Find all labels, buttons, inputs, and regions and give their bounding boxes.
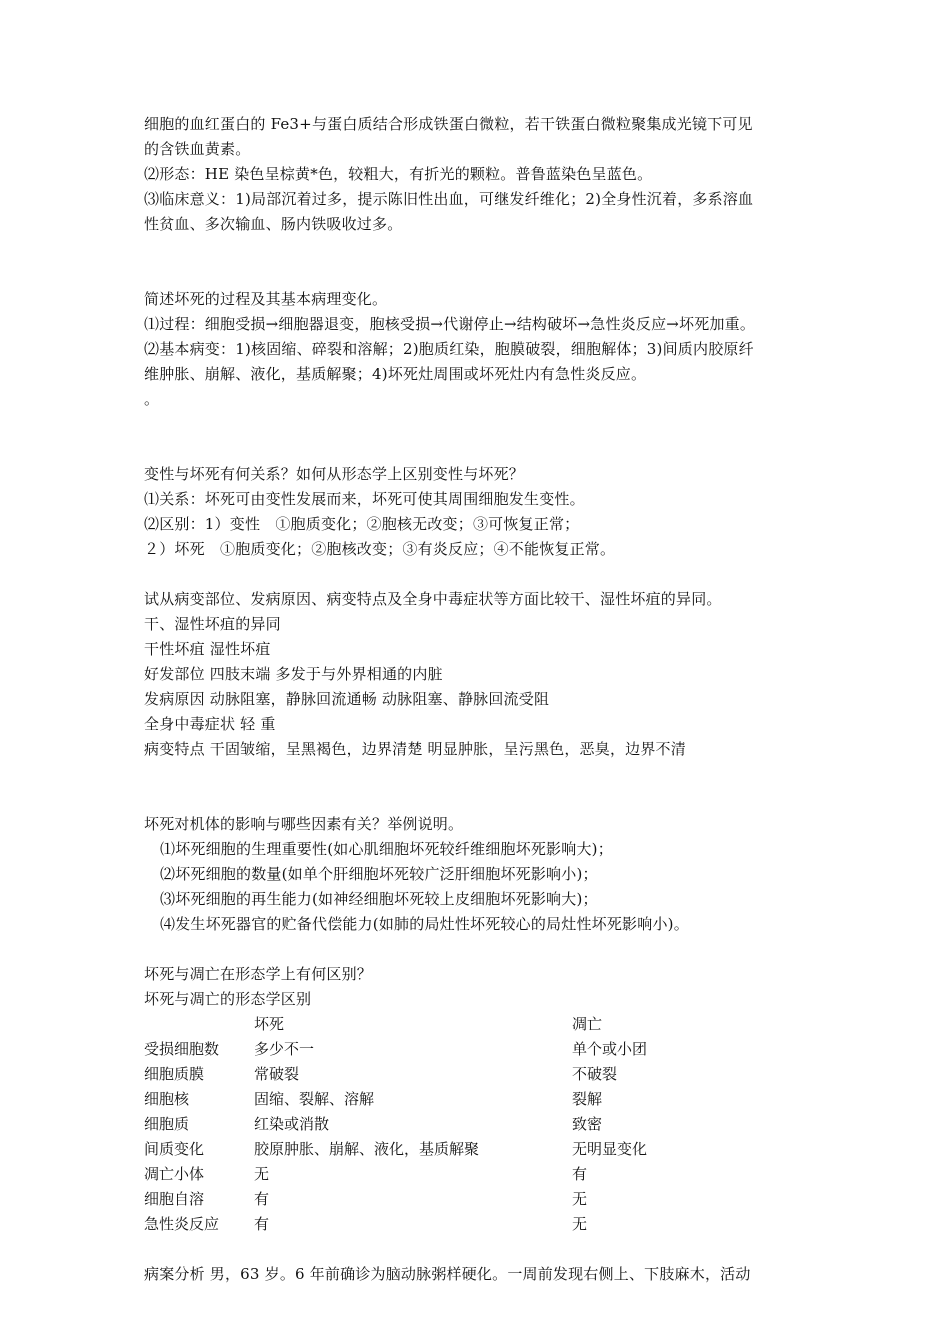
table-cell: 有 <box>254 1190 270 1208</box>
table-cell: 红染或消散 <box>254 1115 330 1133</box>
text-line: ⑷发生坏死器官的贮备代偿能力(如肺的局灶性坏死较心的局灶性坏死影响小)。 <box>160 915 689 933</box>
text-line: ２）坏死 ①胞质变化；②胞核改变；③有炎反应；④不能恢复正常。 <box>144 540 616 558</box>
table-cell: 细胞自溶 <box>144 1190 205 1208</box>
text-line: 全身中毒症状 轻 重 <box>144 715 276 733</box>
text-line: 细胞的血红蛋白的 Fe3+与蛋白质结合形成铁蛋白微粒，若干铁蛋白微粒聚集成光镜下可见 <box>144 115 753 133</box>
table-cell: 有 <box>254 1215 270 1233</box>
text-line: ⑵基本病变：1)核固缩、碎裂和溶解；2)胞质红染，胞膜破裂，细胞解体；3)间质内胶原纤 <box>144 340 754 358</box>
text-line: ⑵形态：HE 染色呈棕黄*色，较粗大，有折光的颗粒。普鲁蓝染色呈蓝色。 <box>144 165 653 183</box>
table-cell: 细胞核 <box>144 1090 190 1108</box>
table-cell: 无 <box>572 1190 588 1208</box>
text-line: 干性坏疽 湿性坏疽 <box>144 640 271 658</box>
section-necrosis-effects <box>144 812 814 937</box>
table-cell: 有 <box>572 1165 588 1183</box>
table-cell: 无 <box>572 1215 588 1233</box>
section-hemosiderin <box>144 112 814 237</box>
table-cell: 凋亡小体 <box>144 1165 205 1183</box>
question-title: 试从病变部位、发病原因、病变特点及全身中毒症状等方面比较干、湿性坏疽的异同。 <box>144 590 722 608</box>
table-cell: 细胞质膜 <box>144 1065 205 1083</box>
spacer <box>144 787 814 812</box>
text-line: ⑶临床意义：1)局部沉着过多，提示陈旧性出血，可继发纤维化；2)全身性沉着，多系溶血 <box>144 190 754 208</box>
text-line: ⑵坏死细胞的数量(如单个肝细胞坏死较广泛肝细胞坏死影响小)； <box>160 865 598 883</box>
text-line: ⑵区别：1）变性 ①胞质变化；②胞核无改变；③可恢复正常； <box>144 515 580 533</box>
table-row <box>144 1112 814 1137</box>
text-line: ⑶坏死细胞的再生能力(如神经细胞坏死较上皮细胞坏死影响大)； <box>160 890 598 908</box>
section-necrosis-vs-apoptosis <box>144 962 814 1237</box>
table-caption: 坏死与凋亡的形态学区别 <box>144 990 312 1008</box>
table-row <box>144 1037 814 1062</box>
table-cell: 间质变化 <box>144 1140 205 1158</box>
text-line: ⑴关系：坏死可由变性发展而来，坏死可使其周围细胞发生变性。 <box>144 490 585 508</box>
spacer <box>144 1237 814 1262</box>
table-row <box>144 1212 814 1237</box>
table-cell: 致密 <box>572 1115 603 1133</box>
text-line: 发病原因 动脉阻塞，静脉回流通畅 动脉阻塞、静脉回流受阻 <box>144 690 550 708</box>
table-header-cell: 坏死 <box>254 1015 285 1033</box>
text-line: 的含铁血黄素。 <box>144 140 251 158</box>
table-cell: 受损细胞数 <box>144 1040 220 1058</box>
spacer <box>144 562 814 587</box>
table-row <box>144 1087 814 1112</box>
table-cell: 单个或小团 <box>572 1040 648 1058</box>
section-case-analysis <box>144 1262 814 1287</box>
table-cell: 不破裂 <box>572 1065 618 1083</box>
text-line: 病案分析 男，63 岁。6 年前确诊为脑动脉粥样硬化。一周前发现右侧上、下肢麻木，活动 <box>144 1265 751 1283</box>
spacer <box>144 237 814 262</box>
table-cell: 多少不一 <box>254 1040 315 1058</box>
table-cell: 裂解 <box>572 1090 603 1108</box>
text-line: 好发部位 四肢末端 多发于与外界相通的内脏 <box>144 665 443 683</box>
section-necrosis-process <box>144 287 814 412</box>
table-row <box>144 1062 814 1087</box>
section-gangrene <box>144 587 814 762</box>
text-line: ⑴坏死细胞的生理重要性(如心肌细胞坏死较纤维细胞坏死影响大)； <box>160 840 613 858</box>
document-page <box>144 112 814 1287</box>
table-row <box>144 1162 814 1187</box>
text-line: 维肿胀、崩解、液化，基质解聚；4)坏死灶周围或坏死灶内有急性炎反应。 <box>144 365 647 383</box>
table-cell: 无明显变化 <box>572 1140 648 1158</box>
table-header-row <box>144 1012 814 1037</box>
table-cell: 常破裂 <box>254 1065 300 1083</box>
table-cell: 无 <box>254 1165 270 1183</box>
spacer <box>144 937 814 962</box>
text-line: 性贫血、多次输血、肠内铁吸收过多。 <box>144 215 403 233</box>
spacer <box>144 437 814 462</box>
text-line: 。 <box>144 390 160 408</box>
table-cell: 急性炎反应 <box>144 1215 220 1233</box>
text-line: 干、湿性坏疽的异同 <box>144 615 281 633</box>
spacer <box>144 262 814 287</box>
table-cell: 胶原肿胀、崩解、液化，基质解聚 <box>254 1140 480 1158</box>
spacer <box>144 412 814 437</box>
table-row <box>144 1187 814 1212</box>
spacer <box>144 762 814 787</box>
question-title: 坏死对机体的影响与哪些因素有关？举例说明。 <box>144 815 464 833</box>
table-cell: 固缩、裂解、溶解 <box>254 1090 375 1108</box>
text-line: ⑴过程：细胞受损→细胞器退变，胞核受损→代谢停止→结构破坏→急性炎反应→坏死加重。 <box>144 315 756 333</box>
table-cell: 细胞质 <box>144 1115 190 1133</box>
table-header-cell: 凋亡 <box>572 1015 603 1033</box>
table-row <box>144 1137 814 1162</box>
section-degeneration-vs-necrosis <box>144 462 814 562</box>
question-title: 变性与坏死有何关系？如何从形态学上区别变性与坏死？ <box>144 465 525 483</box>
question-title: 简述坏死的过程及其基本病理变化。 <box>144 290 388 308</box>
question-title: 坏死与凋亡在形态学上有何区别？ <box>144 965 373 983</box>
text-line: 病变特点 干固皱缩，呈黑褐色，边界清楚 明显肿胀，呈污黑色，恶臭，边界不清 <box>144 740 686 758</box>
